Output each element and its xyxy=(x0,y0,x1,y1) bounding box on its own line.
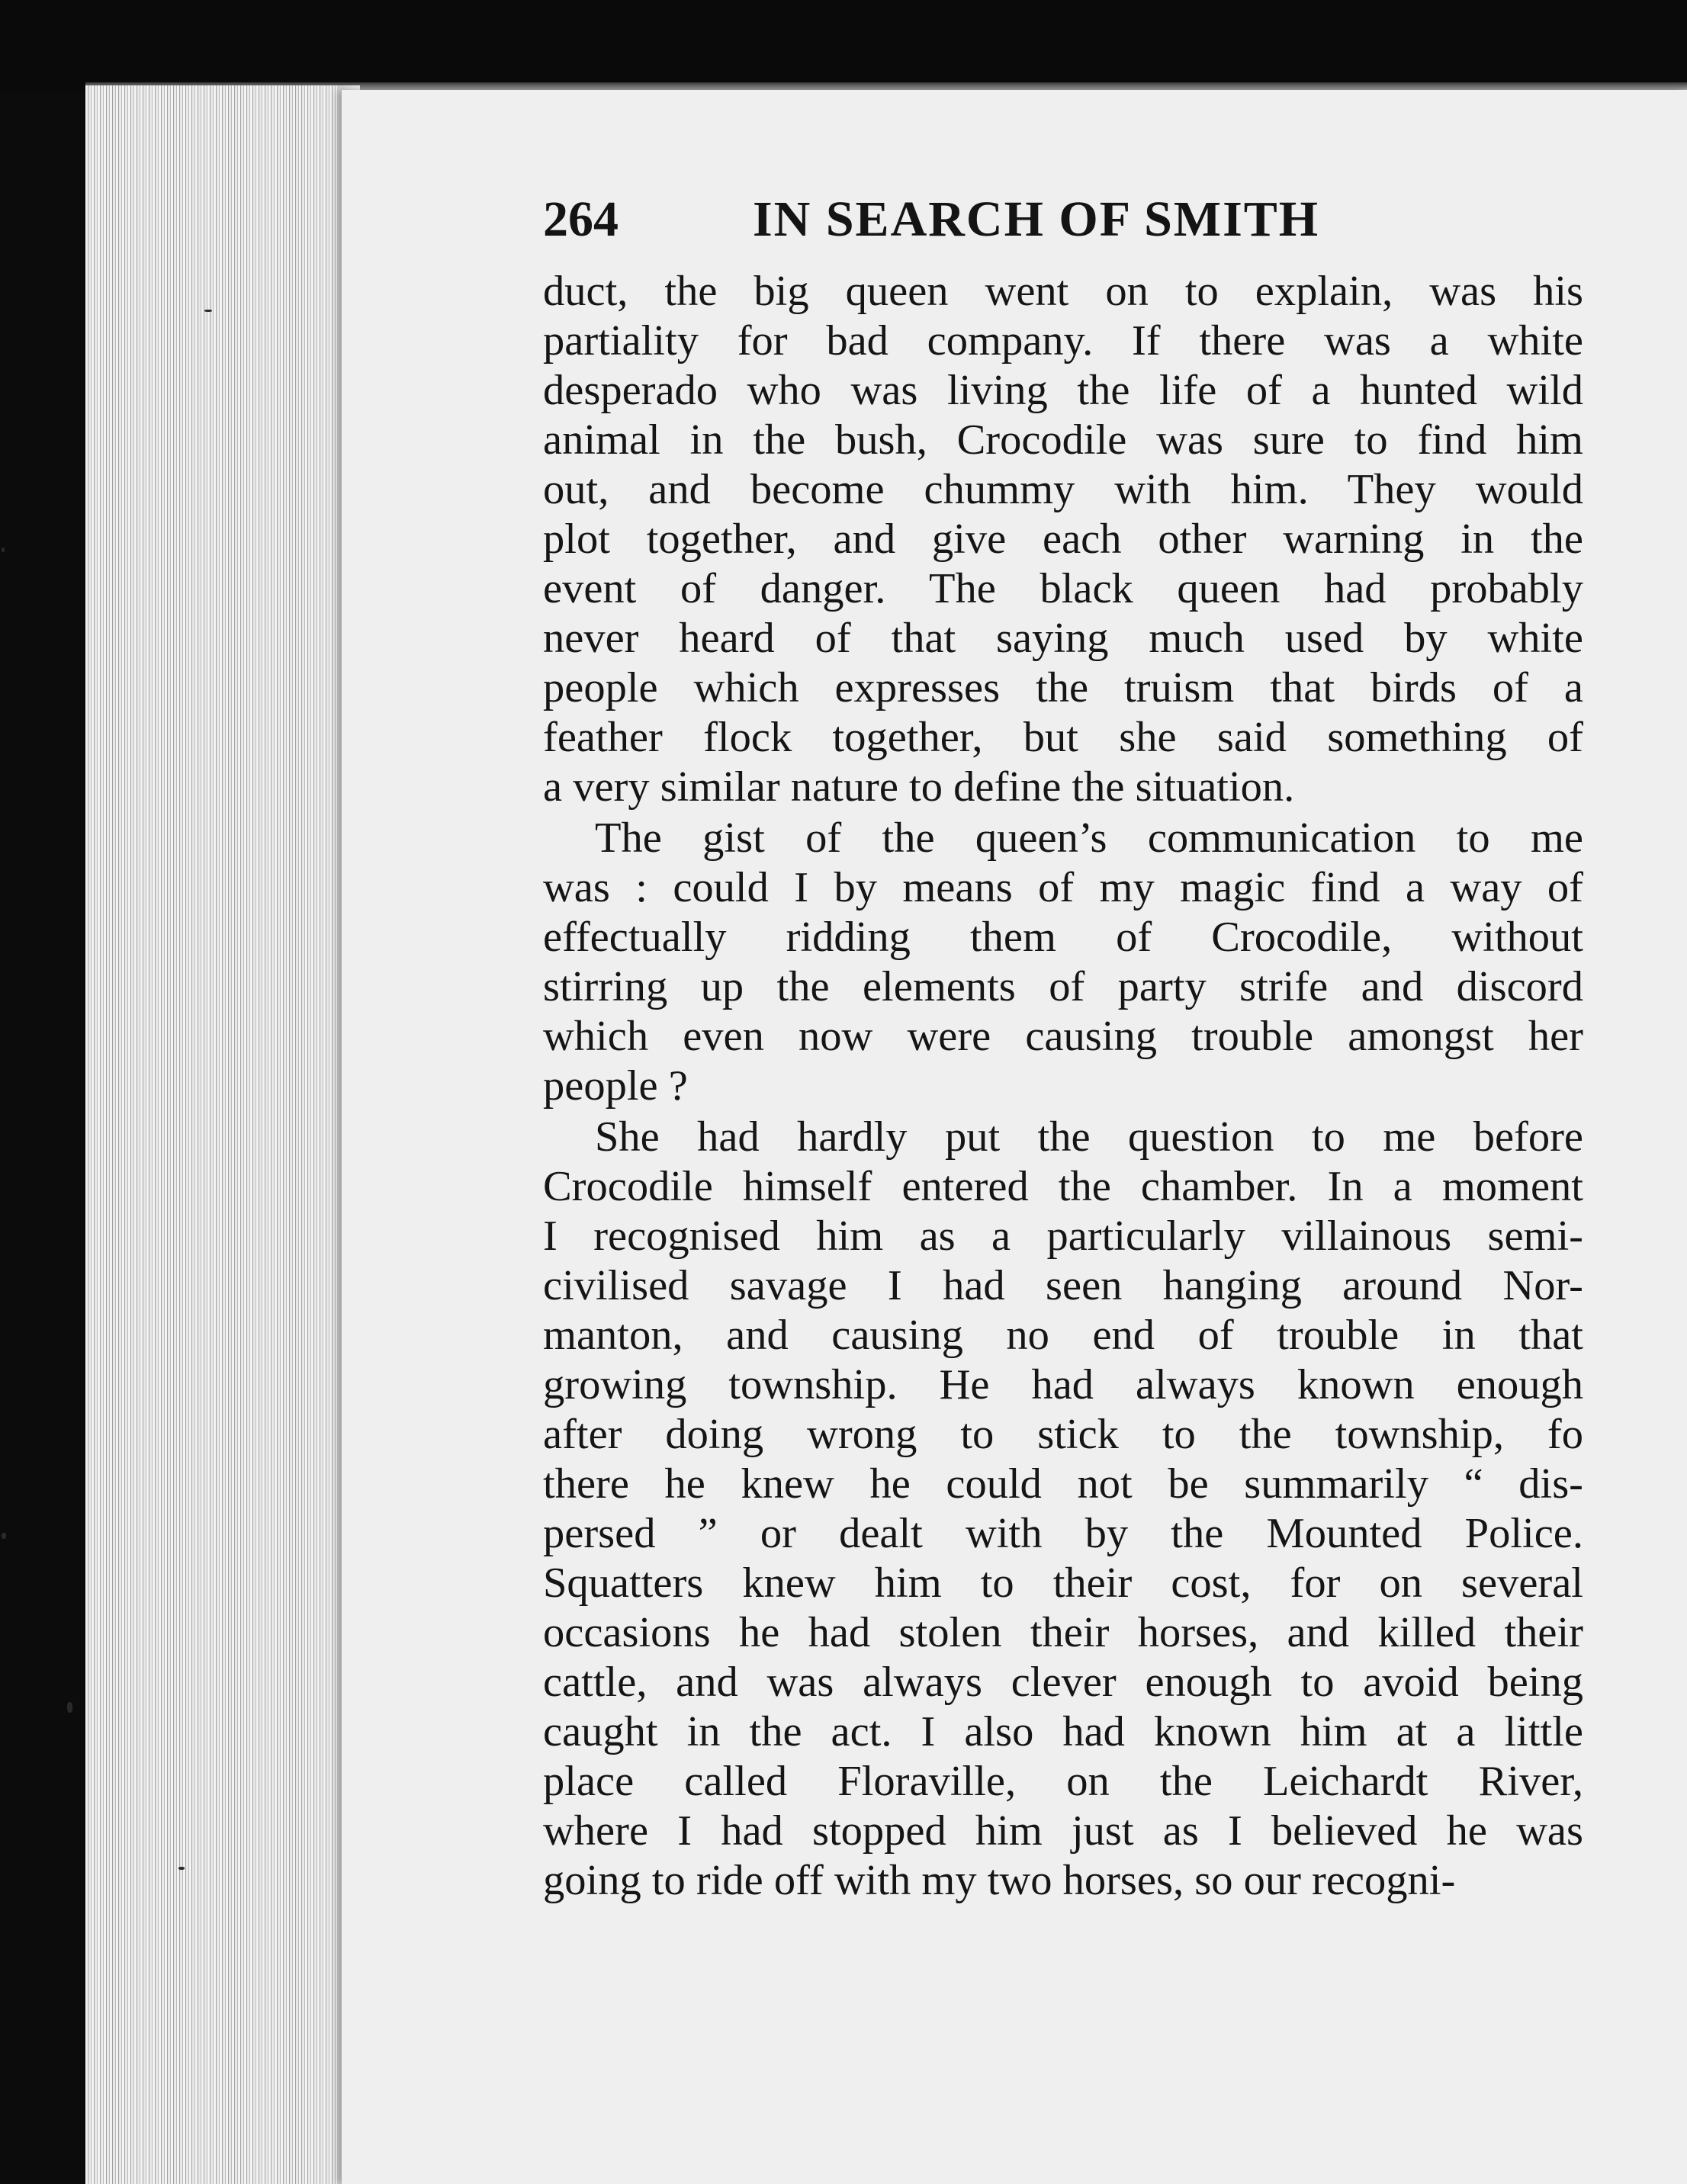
text-line: place called Floraville, on the Leichardt River, xyxy=(543,1758,1583,1805)
text-line: growing township. He had always known enough xyxy=(543,1361,1583,1408)
text-line: manton, and causing no end of trouble in that xyxy=(543,1312,1583,1359)
scan-speck xyxy=(178,1867,185,1870)
text-line: where I had stopped him just as I believed he was xyxy=(543,1807,1583,1855)
page-header xyxy=(543,189,1583,250)
text-line: Crocodile himself entered the chamber. In a moment xyxy=(543,1163,1583,1210)
text-line: civilised savage I had seen hanging around Nor- xyxy=(543,1262,1583,1309)
text-line: occasions he had stolen their horses, and killed their xyxy=(543,1609,1583,1656)
text-line: She had hardly put the question to me before xyxy=(595,1113,1583,1161)
paragraph-gap xyxy=(543,1906,1583,1907)
text-line: stirring up the elements of party strife and discord xyxy=(543,963,1583,1010)
body-text xyxy=(543,267,1583,1907)
scan-speck xyxy=(67,1702,72,1713)
text-line: there he knew he could not be summarily “ dis- xyxy=(543,1460,1583,1508)
text-line: partiality for bad company. If there was a white xyxy=(543,317,1583,365)
text-line: people which expresses the truism that birds of a xyxy=(543,664,1583,711)
paragraph xyxy=(543,814,1583,1111)
scan-border-top xyxy=(0,0,1687,92)
text-line: cattle, and was always clever enough to avoid being xyxy=(543,1659,1583,1706)
text-line: going to ride off with my two horses, so our recogni- xyxy=(543,1857,1456,1904)
scan-speck xyxy=(2,548,5,552)
running-title: IN SEARCH OF SMITH xyxy=(753,191,1320,247)
text-line: never heard of that saying much used by white xyxy=(543,615,1583,662)
text-line: The gist of the queen’s communication to me xyxy=(595,814,1583,862)
text-line: Squatters knew him to their cost, for on several xyxy=(543,1559,1583,1607)
text-line: after doing wrong to stick to the township, fo xyxy=(543,1411,1583,1458)
text-line: caught in the act. I also had known him at a little xyxy=(543,1708,1583,1755)
text-line: I recognised him as a particularly villainous semi- xyxy=(543,1212,1583,1260)
text-line: desperado who was living the life of a hunted wild xyxy=(543,367,1583,414)
page-number: 264 xyxy=(543,191,619,247)
text-line: plot together, and give each other warning in the xyxy=(543,515,1583,563)
text-line: duct, the big queen went on to explain, was his xyxy=(543,268,1583,315)
text-line: was : could I by means of my magic find a way of xyxy=(543,864,1583,911)
text-line: which even now were causing trouble amongst her xyxy=(543,1013,1583,1060)
text-line: animal in the bush, Crocodile was sure to find him xyxy=(543,416,1583,464)
scan-speck xyxy=(2,1533,6,1539)
paragraph xyxy=(543,1113,1583,1906)
book-page-edges xyxy=(85,85,360,2184)
text-line: persed ” or dealt with by the Mounted Police. xyxy=(543,1510,1583,1557)
text-line: feather flock together, but she said something of xyxy=(543,714,1583,761)
text-line: a very similar nature to define the situation. xyxy=(543,763,1295,811)
text-line: effectually ridding them of Crocodile, without xyxy=(543,914,1583,961)
scan-speck xyxy=(204,310,212,312)
text-line: out, and become chummy with him. They would xyxy=(543,466,1583,513)
paragraph xyxy=(543,267,1583,812)
text-line: people ? xyxy=(543,1062,688,1110)
text-line: event of danger. The black queen had probably xyxy=(543,565,1583,612)
